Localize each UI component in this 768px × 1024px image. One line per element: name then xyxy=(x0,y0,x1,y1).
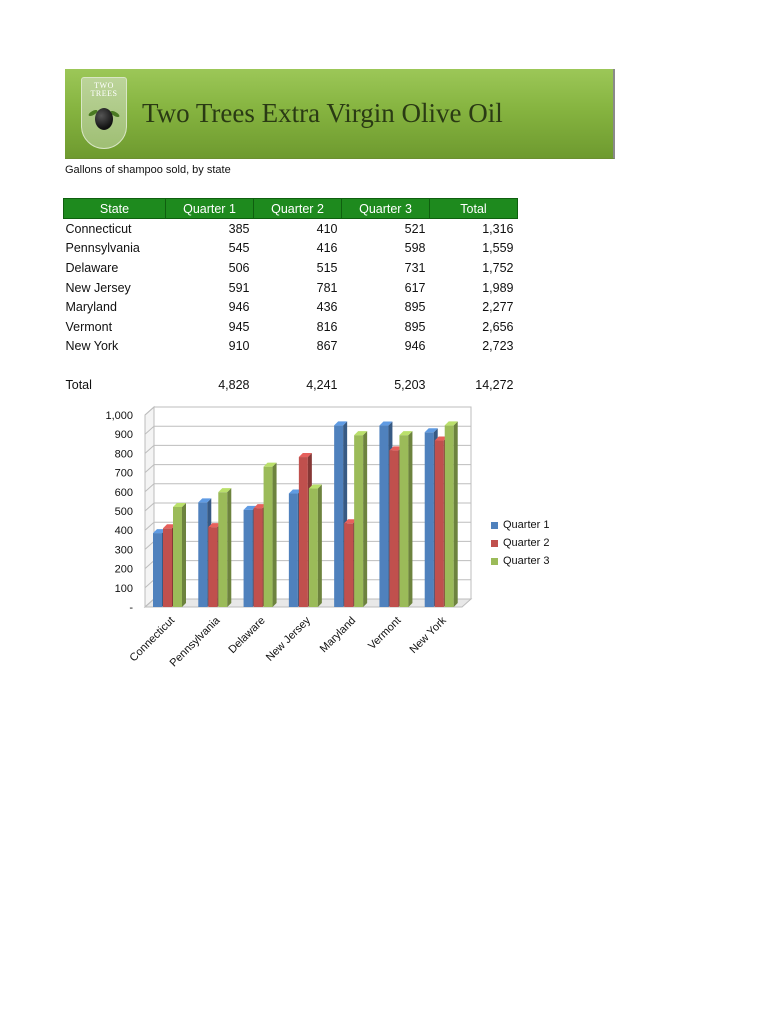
y-tick-label: 400 xyxy=(114,525,133,538)
y-tick-label: 100 xyxy=(114,582,133,595)
bar xyxy=(163,528,172,607)
bar-side xyxy=(454,421,458,607)
bar xyxy=(309,489,318,607)
header-quarter-2: Quarter 2 xyxy=(254,199,342,219)
bar-side xyxy=(182,503,186,607)
cell-total: 1,559 xyxy=(482,241,514,256)
legend-label: Quarter 2 xyxy=(503,537,550,549)
legend-label: Quarter 1 xyxy=(503,519,550,531)
cell-quarter-2: 781 xyxy=(316,280,338,295)
bar xyxy=(254,508,263,607)
header-total: Total xyxy=(430,199,518,219)
cell-quarter-3: 5,203 xyxy=(394,377,426,392)
cell-quarter-1: 910 xyxy=(228,339,250,354)
cell-quarter-3: 895 xyxy=(404,300,426,315)
cell-quarter-2: 416 xyxy=(316,241,338,256)
y-tick-label: - xyxy=(129,602,133,614)
x-tick-label: Connecticut xyxy=(127,614,178,665)
bar xyxy=(208,527,217,607)
bar xyxy=(379,426,388,607)
cell-quarter-2: 4,241 xyxy=(306,377,338,392)
y-tick-label: 700 xyxy=(114,467,133,480)
cell-total: 14,272 xyxy=(475,377,514,392)
bar-side xyxy=(408,431,412,607)
bar xyxy=(173,507,182,607)
y-tick-label: 900 xyxy=(114,429,133,442)
bar xyxy=(445,425,454,607)
x-tick-label: Vermont xyxy=(366,614,404,653)
cell-quarter-1: 545 xyxy=(228,241,250,256)
chart-legend xyxy=(491,516,549,570)
page-title: Two Trees Extra Virgin Olive Oil xyxy=(142,98,503,128)
cell-quarter-3: 598 xyxy=(404,241,426,256)
cell-state: Maryland xyxy=(65,300,117,315)
bar xyxy=(425,432,434,607)
cell-quarter-1: 591 xyxy=(228,280,250,295)
cell-quarter-3: 521 xyxy=(404,221,426,236)
cell-state: Vermont xyxy=(65,319,113,334)
legend-swatch xyxy=(491,522,498,529)
table-caption: Gallons of shampoo sold, by state xyxy=(65,164,231,176)
bar xyxy=(435,441,444,607)
x-tick-label: New York xyxy=(407,614,449,656)
cell-total: 1,989 xyxy=(482,280,514,295)
cell-quarter-1: 506 xyxy=(228,260,250,275)
bar xyxy=(399,435,408,607)
legend-label: Quarter 3 xyxy=(503,555,550,567)
cell-quarter-1: 945 xyxy=(228,319,250,334)
bar-side xyxy=(227,488,231,607)
bar xyxy=(299,457,308,607)
cell-quarter-2: 867 xyxy=(316,339,338,354)
legend-item-quarter-2 xyxy=(491,534,549,552)
bar xyxy=(344,523,353,607)
x-tick-label: Pennsylvania xyxy=(167,614,223,670)
cell-quarter-3: 617 xyxy=(404,280,426,295)
cell-state: New Jersey xyxy=(65,280,131,295)
bar xyxy=(198,502,207,607)
x-tick-label: Delaware xyxy=(226,614,268,656)
y-tick-label: 200 xyxy=(114,563,133,576)
legend-item-quarter-3 xyxy=(491,552,549,570)
bar xyxy=(218,492,227,607)
cell-quarter-2: 436 xyxy=(316,300,338,315)
cell-total: 1,316 xyxy=(482,221,514,236)
cell-quarter-1: 385 xyxy=(228,221,250,236)
bar xyxy=(244,510,253,607)
legend-swatch xyxy=(491,540,498,547)
cell-state: Connecticut xyxy=(65,221,132,236)
cell-state: Pennsylvania xyxy=(65,241,140,256)
bar xyxy=(334,425,343,607)
cell-total: 2,656 xyxy=(482,319,514,334)
x-tick-label: New Jersey xyxy=(263,614,313,664)
y-tick-label: 1,000 xyxy=(105,410,133,422)
header-state: State xyxy=(64,199,166,219)
cell-state: Total xyxy=(65,377,92,392)
cell-state: Delaware xyxy=(65,260,119,275)
cell-quarter-3: 895 xyxy=(404,319,426,334)
cell-total: 2,723 xyxy=(482,339,514,354)
cell-total: 2,277 xyxy=(482,300,514,315)
cell-quarter-2: 515 xyxy=(316,260,338,275)
bar xyxy=(354,435,363,607)
bar-side xyxy=(273,463,277,607)
cell-quarter-1: 946 xyxy=(228,300,250,315)
y-tick-label: 600 xyxy=(114,486,133,499)
bar xyxy=(153,533,162,607)
legend-item-quarter-1 xyxy=(491,516,549,534)
bar xyxy=(289,494,298,607)
bar-side xyxy=(363,431,367,607)
cell-quarter-1: 4,828 xyxy=(218,377,250,392)
header-quarter-3: Quarter 3 xyxy=(342,199,430,219)
bar xyxy=(389,450,398,607)
bar-side xyxy=(318,485,322,607)
bar xyxy=(264,467,273,607)
y-tick-label: 800 xyxy=(114,448,133,461)
cell-state: New York xyxy=(65,339,119,354)
header-quarter-1: Quarter 1 xyxy=(166,199,254,219)
cell-quarter-2: 410 xyxy=(316,221,338,236)
logo-text: TWO TREES xyxy=(90,81,118,98)
y-tick-label: 500 xyxy=(114,506,133,518)
cell-total: 1,752 xyxy=(482,260,514,275)
legend-swatch xyxy=(491,558,498,565)
x-tick-label: Maryland xyxy=(317,614,359,656)
y-tick-label: 300 xyxy=(114,544,133,557)
cell-quarter-2: 816 xyxy=(316,319,338,334)
cell-quarter-3: 731 xyxy=(404,260,426,275)
cell-quarter-3: 946 xyxy=(404,339,426,354)
